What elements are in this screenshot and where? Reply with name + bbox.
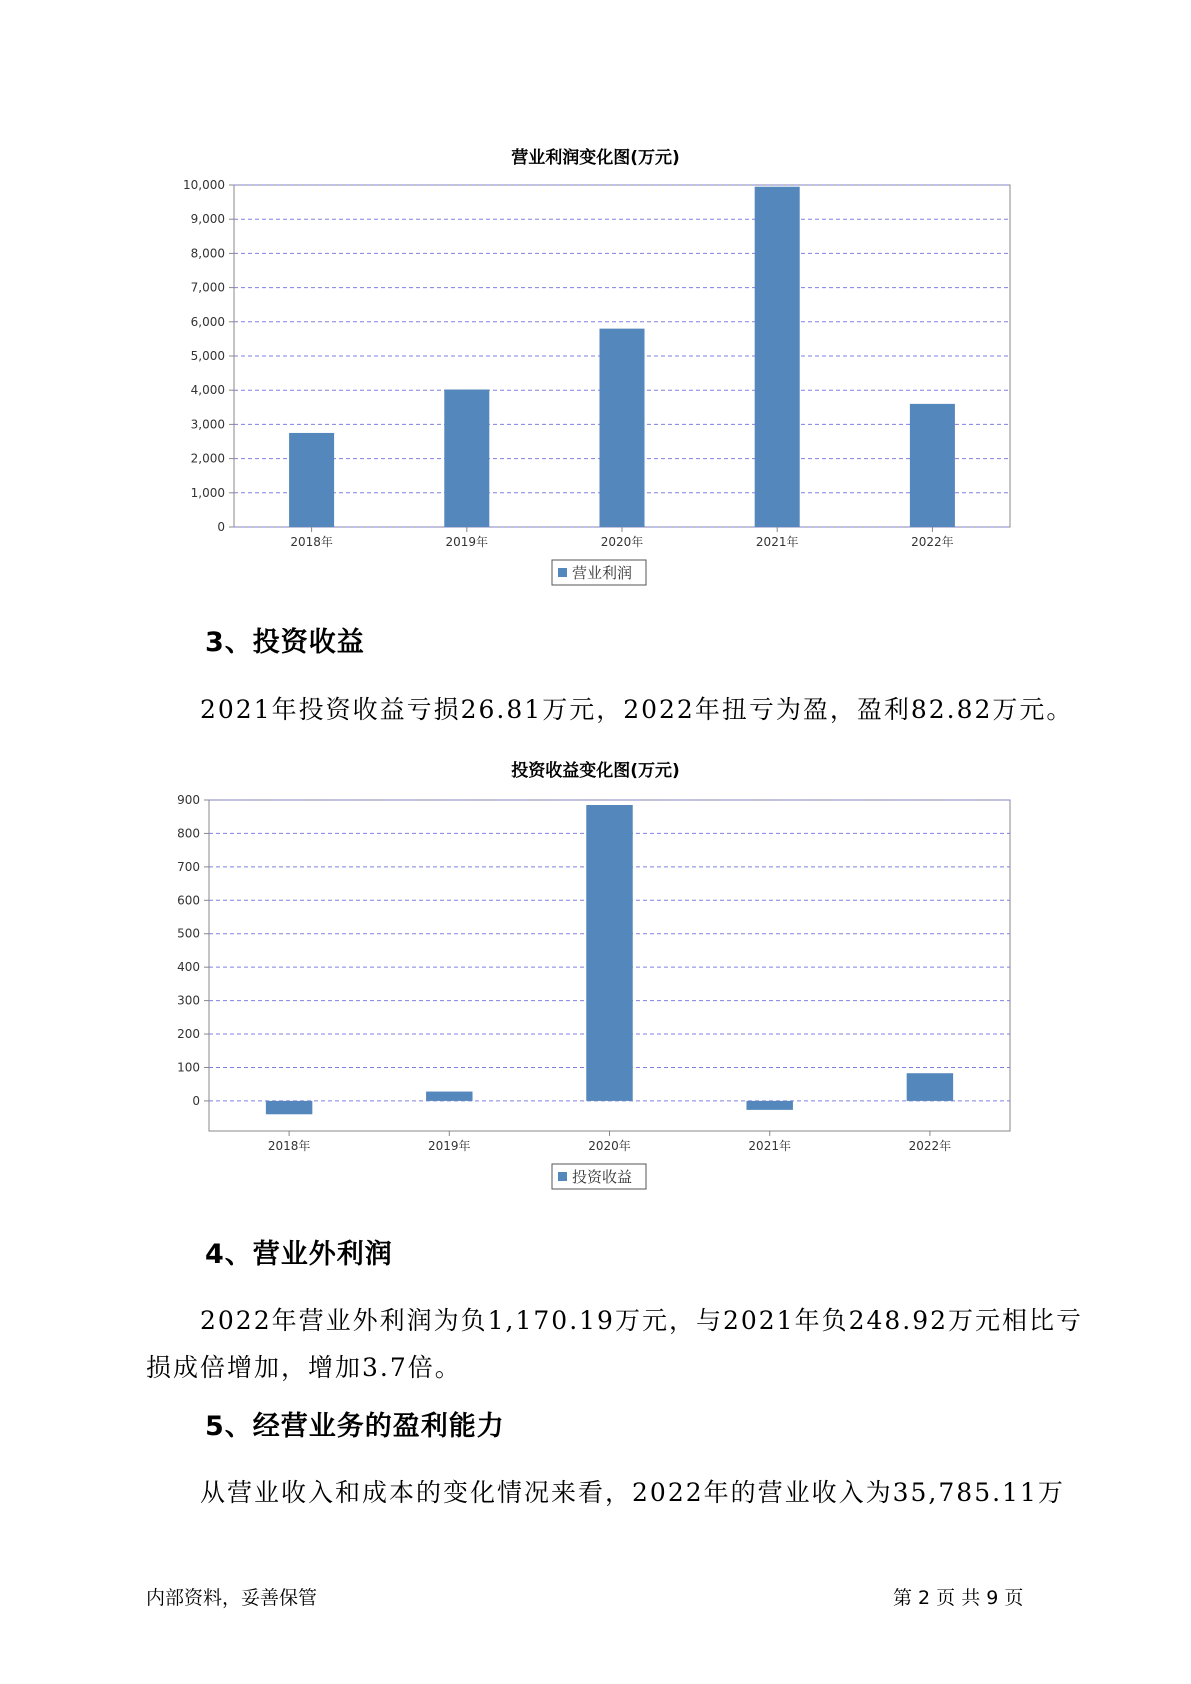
section5-heading: 5、经营业务的盈利能力 <box>205 1411 505 1442</box>
bar-2020年 <box>599 329 644 527</box>
y-tick-label: 1,000 <box>190 485 225 500</box>
y-tick-label: 0 <box>217 520 225 534</box>
x-tick-label: 2022年 <box>911 535 954 549</box>
operating-profit-chart <box>0 170 1191 590</box>
y-tick-label: 800 <box>177 826 200 841</box>
x-tick-label: 2020年 <box>600 535 644 549</box>
y-tick-label: 200 <box>177 1027 200 1042</box>
bar-2020年 <box>586 805 632 1101</box>
legend-label: 营业利润 <box>572 564 633 582</box>
y-tick-label: 900 <box>177 793 200 807</box>
x-tick-label: 2019年 <box>428 1139 471 1153</box>
section3-heading: 3、投资收益 <box>205 627 365 658</box>
bar-2019年 <box>444 390 489 527</box>
y-tick-label: 100 <box>177 1060 200 1075</box>
x-tick-label: 2018年 <box>267 1139 311 1153</box>
y-tick-label: 3,000 <box>190 417 225 432</box>
y-tick-label: 10,000 <box>183 178 225 192</box>
x-tick-label: 2021年 <box>755 535 799 549</box>
section3-text: 2021年投资收益亏损26.81万元，2022年扭亏为盈，盈利82.82万元。 <box>200 695 1074 724</box>
bar-2022年 <box>910 404 955 527</box>
bar-2021年 <box>755 187 800 527</box>
bar-2018年 <box>266 1101 312 1114</box>
bar-2021年 <box>746 1101 792 1110</box>
y-tick-label: 9,000 <box>190 212 225 227</box>
section4-text-line2: 损成倍增加，增加3.7倍。 <box>146 1353 462 1382</box>
legend-swatch <box>558 568 567 577</box>
bar-2022年 <box>907 1073 953 1101</box>
x-tick-label: 2022年 <box>908 1139 952 1153</box>
section5-text: 从营业收入和成本的变化情况来看，2022年的营业收入为35,785.11万 <box>200 1478 1065 1507</box>
y-tick-label: 2,000 <box>190 451 225 466</box>
chart2-title: 投资收益变化图(万元) <box>511 761 680 781</box>
chart1-title: 营业利润变化图(万元) <box>511 148 680 168</box>
y-tick-label: 500 <box>177 926 200 941</box>
y-tick-label: 7,000 <box>190 280 225 295</box>
y-tick-label: 300 <box>177 993 200 1008</box>
footer-confidential: 内部资料，妥善保管 <box>146 1587 318 1609</box>
bar-2019年 <box>426 1092 472 1101</box>
y-tick-label: 4,000 <box>190 383 225 398</box>
y-tick-label: 600 <box>177 893 200 908</box>
footer-page-number: 第 2 页 共 9 页 <box>893 1587 1024 1609</box>
legend-label: 投资收益 <box>572 1168 633 1186</box>
x-tick-label: 2020年 <box>588 1139 631 1153</box>
x-tick-label: 2021年 <box>748 1139 791 1153</box>
y-tick-label: 700 <box>177 859 200 874</box>
y-tick-label: 0 <box>192 1093 200 1108</box>
x-tick-label: 2019年 <box>445 535 489 549</box>
y-tick-label: 6,000 <box>190 314 225 329</box>
y-tick-label: 5,000 <box>190 349 225 363</box>
x-tick-label: 2018年 <box>290 535 333 549</box>
investment-income-chart <box>0 783 1191 1203</box>
section4-text-line1: 2022年营业外利润为负1,170.19万元，与2021年负248.92万元相比亏 <box>200 1306 1084 1335</box>
section4-heading: 4、营业外利润 <box>205 1239 393 1270</box>
bar-2018年 <box>289 433 334 527</box>
y-tick-label: 400 <box>177 960 200 975</box>
legend-swatch <box>558 1172 567 1181</box>
y-tick-label: 8,000 <box>190 246 225 261</box>
